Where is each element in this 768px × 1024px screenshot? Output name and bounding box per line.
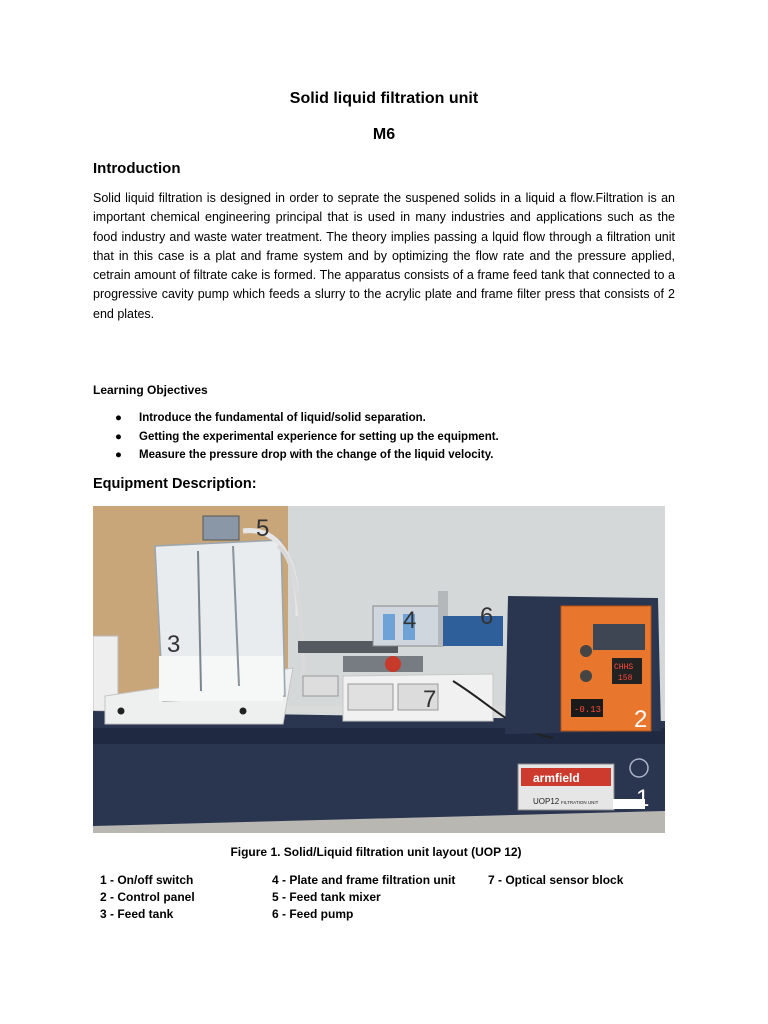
objective-text: Introduce the fundamental of liquid/solid separation. — [139, 412, 426, 424]
introduction-paragraph: Solid liquid filtration is designed in order to seprate the suspened solids in a liquid a flow.Filtration is an important chemical engineering principal that is used in many industries and applications such as the food industry and waste water treatment. The theory implies passing a lquid flow through a filtration unit that in this case is a plat and frame system and by optimizing the flow rate and the pressure applied, cetrain amount of filtrate cake is formed. The apparatus consists of a frame feed tank that connected to a progressive cavity pump which feeds a slurry to the acrylic plate and frame filter press that consists of 2 end plates. — [93, 191, 675, 321]
callout-3: 3 — [167, 631, 181, 658]
legend-item: 5 - Feed tank mixer — [272, 890, 381, 904]
callout-4: 4 — [403, 607, 417, 634]
bullet-icon: ● — [115, 430, 122, 443]
learning-objectives-list — [93, 409, 499, 465]
unit-label: FILTRATION UNIT — [561, 800, 599, 805]
callout-7: 7 — [423, 686, 437, 713]
display-reading-3: -0.13 — [574, 705, 602, 715]
equipment-heading: Equipment Description: — [93, 476, 257, 492]
legend-item: 3 - Feed tank — [100, 907, 174, 921]
bullet-icon: ● — [115, 449, 122, 461]
model-label: UOP12 — [533, 797, 560, 806]
list-item — [93, 409, 499, 428]
equipment-photo — [93, 506, 665, 833]
brand-plate: armfield — [533, 771, 580, 785]
callout-6: 6 — [480, 603, 494, 630]
legend-column-2 — [272, 872, 455, 923]
callout-5: 5 — [256, 515, 270, 542]
legend-item: 4 - Plate and frame filtration unit — [272, 873, 456, 887]
display-reading-2: 158 — [618, 674, 633, 683]
figure-caption: Figure 1. Solid/Liquid filtration unit layout (UOP 12) — [230, 845, 522, 859]
objective-text: Getting the experimental experience for setting up the equipment. — [139, 430, 499, 443]
legend-column-1 — [100, 872, 195, 923]
callout-1: 1 — [636, 785, 650, 812]
legend-column-3 — [488, 872, 623, 889]
legend-item: 6 - Feed pump — [272, 907, 354, 921]
bullet-icon: ● — [115, 412, 122, 424]
list-item — [93, 446, 499, 465]
document-code: M6 — [372, 126, 396, 143]
list-item — [93, 428, 499, 447]
legend-item: 1 - On/off switch — [100, 873, 194, 887]
learning-objectives-heading: Learning Objectives — [93, 383, 208, 397]
display-reading-1: CHHS — [614, 663, 634, 672]
introduction-heading: Introduction — [93, 160, 181, 177]
legend-item: 2 - Control panel — [100, 890, 195, 904]
objective-text: Measure the pressure drop with the change of the liquid velocity. — [139, 449, 494, 461]
document-title: Solid liquid filtration unit — [289, 90, 479, 107]
callout-2: 2 — [634, 706, 648, 733]
legend-item: 7 - Optical sensor block — [488, 873, 624, 887]
